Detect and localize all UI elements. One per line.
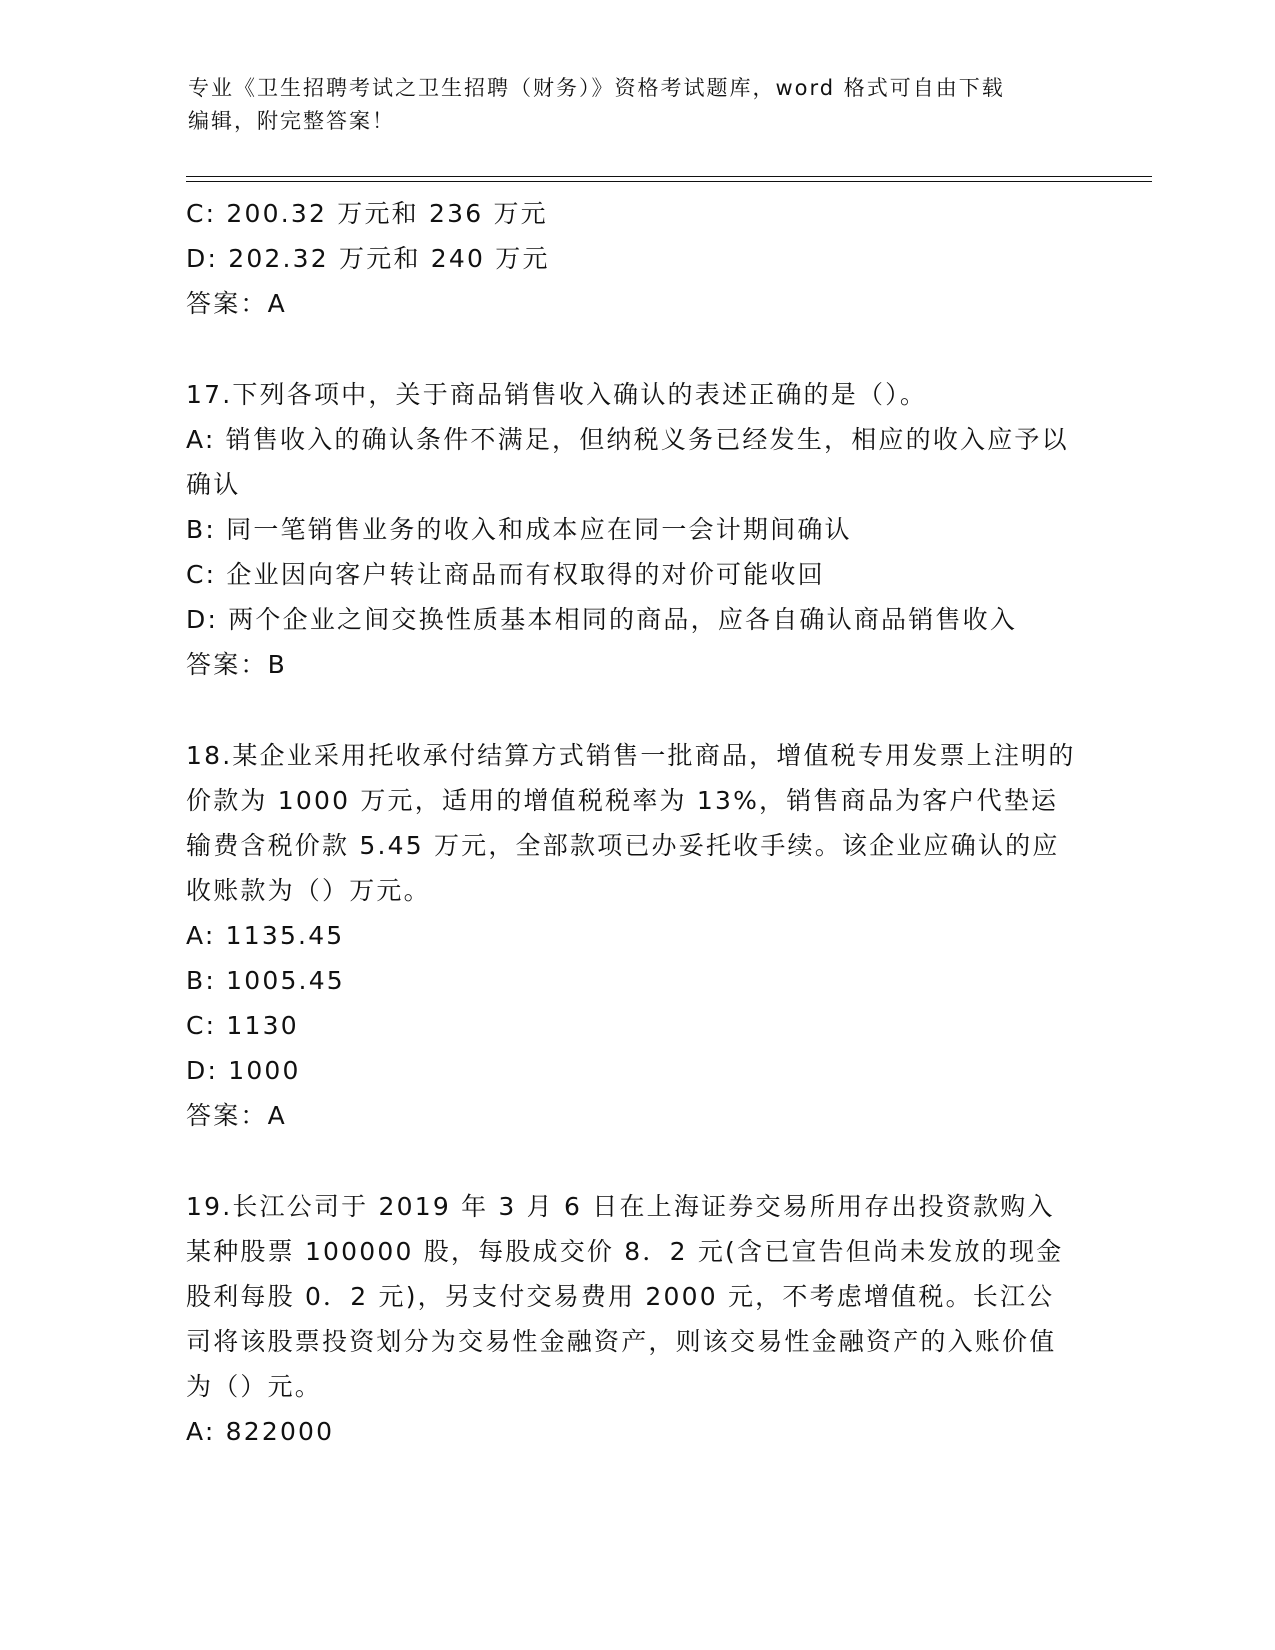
document-header [188, 72, 1068, 138]
question-19 [186, 1184, 1076, 1454]
option-a: A: 822000 [186, 1417, 335, 1446]
option-a: A: 1135.45 [186, 921, 345, 950]
option-d: D: 两个企业之间交换性质基本相同的商品，应各自确认商品销售收入 [186, 605, 1018, 634]
header-divider-bottom [186, 181, 1152, 182]
document-body [186, 191, 1076, 1454]
question-text: 18.某企业采用托收承付结算方式销售一批商品，增值税专用发票上注明的价款为 1000 万元，适用的增值税税率为 13%，销售商品为客户代垫运输费含税价款 5.45 万元，全部款项已办妥托收手续。该企业应确认的应收账款为（）万元。 [186, 741, 1076, 905]
question-text: 19.长江公司于 2019 年 3 月 6 日在上海证券交易所用存出投资款购入某种股票 100000 股，每股成交价 8．2 元(含已宣告但尚未发放的现金股利每股 0．2 元)，另支付交易费用 2000 元，不考虑增值税。长江公司将该股票投资划分为交易性金融资产，则该交易性金融资产的入账价值为（）元。 [186, 1192, 1064, 1401]
header-line-1: 专业《卫生招聘考试之卫生招聘（财务）》资格考试题库，word 格式可自由下载 [188, 76, 1005, 100]
question-text: 17.下列各项中，关于商品销售收入确认的表述正确的是（）。 [186, 380, 928, 409]
question-18 [186, 733, 1076, 1138]
answer: 答案：B [186, 650, 287, 679]
option-b: B: 1005.45 [186, 966, 345, 995]
answer: 答案：A [186, 289, 287, 318]
option-d: D: 202.32 万元和 240 万元 [186, 244, 550, 273]
answer: 答案：A [186, 1101, 287, 1130]
option-a: A: 销售收入的确认条件不满足，但纳税义务已经发生，相应的收入应予以确认 [186, 425, 1069, 499]
option-c: C: 企业因向客户转让商品而有权取得的对价可能收回 [186, 560, 825, 589]
header-line-2: 编辑，附完整答案！ [188, 109, 395, 133]
question-17 [186, 372, 1076, 687]
option-d: D: 1000 [186, 1056, 301, 1085]
option-c: C: 1130 [186, 1011, 299, 1040]
question-16 [186, 191, 1076, 326]
option-c: C: 200.32 万元和 236 万元 [186, 199, 548, 228]
header-divider-top [186, 176, 1152, 177]
option-b: B: 同一笔销售业务的收入和成本应在同一会计期间确认 [186, 515, 852, 544]
